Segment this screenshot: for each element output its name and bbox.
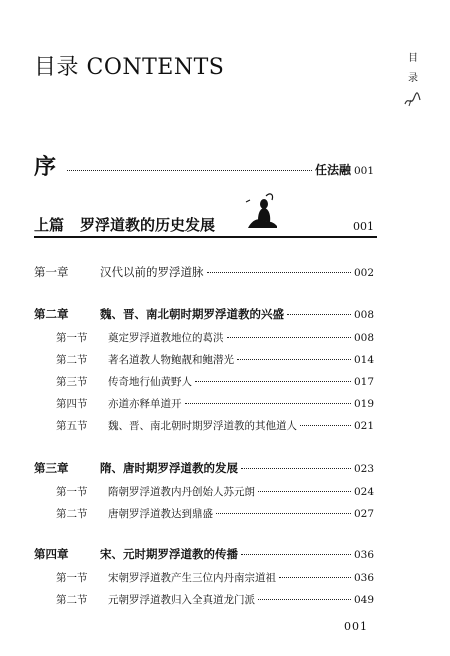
leader-dots: [279, 577, 351, 578]
leader-dots: [237, 359, 351, 360]
preface-entry[interactable]: [34, 150, 374, 181]
page-number: 019: [353, 398, 374, 410]
chapter-label: 第四章: [34, 547, 69, 561]
leader-dots: [258, 491, 351, 492]
chapter-entry[interactable]: [34, 306, 374, 322]
section-entry[interactable]: [56, 506, 374, 521]
leader-dots: [258, 599, 351, 600]
leader-dots: [241, 554, 351, 555]
page-number: 024: [353, 486, 374, 498]
section-label: 第一节: [56, 332, 88, 344]
page-number: 017: [353, 376, 374, 388]
chapter-label: 第三章: [34, 461, 69, 475]
section-title: 魏、晋、南北朝时期罗浮道教的其他道人: [108, 420, 297, 432]
chapter-label: 第一章: [34, 265, 69, 279]
section-title: 唐朝罗浮道教达到鼎盛: [108, 508, 213, 520]
page-number: 001: [353, 165, 374, 177]
section-title: 传奇地行仙黄野人: [108, 376, 192, 388]
section-title: 宋朝罗浮道教产生三位内丹南宗道祖: [108, 572, 276, 584]
section-title: 著名道教人物鲍靓和鲍潜光: [108, 354, 234, 366]
leader-dots: [227, 337, 351, 338]
leader-dots: [287, 314, 351, 315]
section-label: 第一节: [56, 572, 88, 584]
section-entry[interactable]: [56, 592, 374, 607]
chapter-title: 隋、唐时期罗浮道教的发展: [100, 461, 238, 475]
leader-dots: [67, 170, 312, 171]
chapter-entry[interactable]: [34, 546, 374, 562]
section-entry[interactable]: [56, 570, 374, 585]
section-entry[interactable]: [56, 374, 374, 389]
preface-author: 任法融: [314, 163, 351, 177]
section-title: 隋朝罗浮道教内丹创始人苏元朗: [108, 486, 255, 498]
page-title: 目录 CONTENTS: [34, 55, 225, 80]
page-number: 049: [353, 594, 374, 606]
page-number: 014: [353, 354, 374, 366]
folio-page-number: 001: [344, 620, 368, 633]
section-label: 第二节: [56, 508, 88, 520]
section-label: 第二节: [56, 354, 88, 366]
section-label: 第二节: [56, 594, 88, 606]
section-entry[interactable]: [56, 396, 374, 411]
page-number: 036: [353, 572, 374, 584]
page-number: 008: [353, 309, 374, 321]
part-label: 上篇: [34, 216, 65, 234]
section-title: 元朝罗浮道教归入全真道龙门派: [108, 594, 255, 606]
page-number: 027: [353, 508, 374, 520]
running-head-top: 目: [408, 53, 418, 64]
page-number: 008: [353, 332, 374, 344]
section-entry[interactable]: [56, 352, 374, 367]
running-head-bottom: 录: [408, 73, 418, 84]
part-heading[interactable]: [34, 214, 374, 235]
leader-dots: [185, 403, 351, 404]
section-label: 第一节: [56, 486, 88, 498]
section-entry[interactable]: [56, 418, 374, 433]
page-number: 023: [353, 463, 374, 475]
chapter-entry[interactable]: [34, 264, 374, 280]
chapter-title: 魏、晋、南北朝时期罗浮道教的兴盛: [100, 307, 284, 321]
leader-dots: [195, 381, 351, 382]
section-title: 亦道亦释单道开: [108, 398, 182, 410]
decorative-scribble-icon: [402, 86, 422, 108]
section-label: 第三节: [56, 376, 88, 388]
chapter-title: 汉代以前的罗浮道脉: [100, 265, 204, 279]
section-label: 第五节: [56, 420, 88, 432]
chapter-entry[interactable]: [34, 460, 374, 476]
leader-dots: [300, 425, 351, 426]
chapter-title: 宋、元时期罗浮道教的传播: [100, 547, 238, 561]
page-number: 002: [353, 267, 374, 279]
preface-label: 序: [34, 154, 57, 180]
chapter-label: 第二章: [34, 307, 69, 321]
part-title: 罗浮道教的历史发展: [80, 216, 216, 234]
page-number: 001: [353, 220, 374, 233]
section-label: 第四节: [56, 398, 88, 410]
section-entry[interactable]: [56, 484, 374, 499]
section-entry[interactable]: [56, 330, 374, 345]
leader-dots: [207, 272, 351, 273]
page-number: 021: [353, 420, 374, 432]
part-underline: [34, 236, 377, 238]
leader-dots: [241, 468, 351, 469]
section-title: 奠定罗浮道教地位的葛洪: [108, 332, 224, 344]
page-number: 036: [353, 549, 374, 561]
leader-dots: [216, 513, 351, 514]
